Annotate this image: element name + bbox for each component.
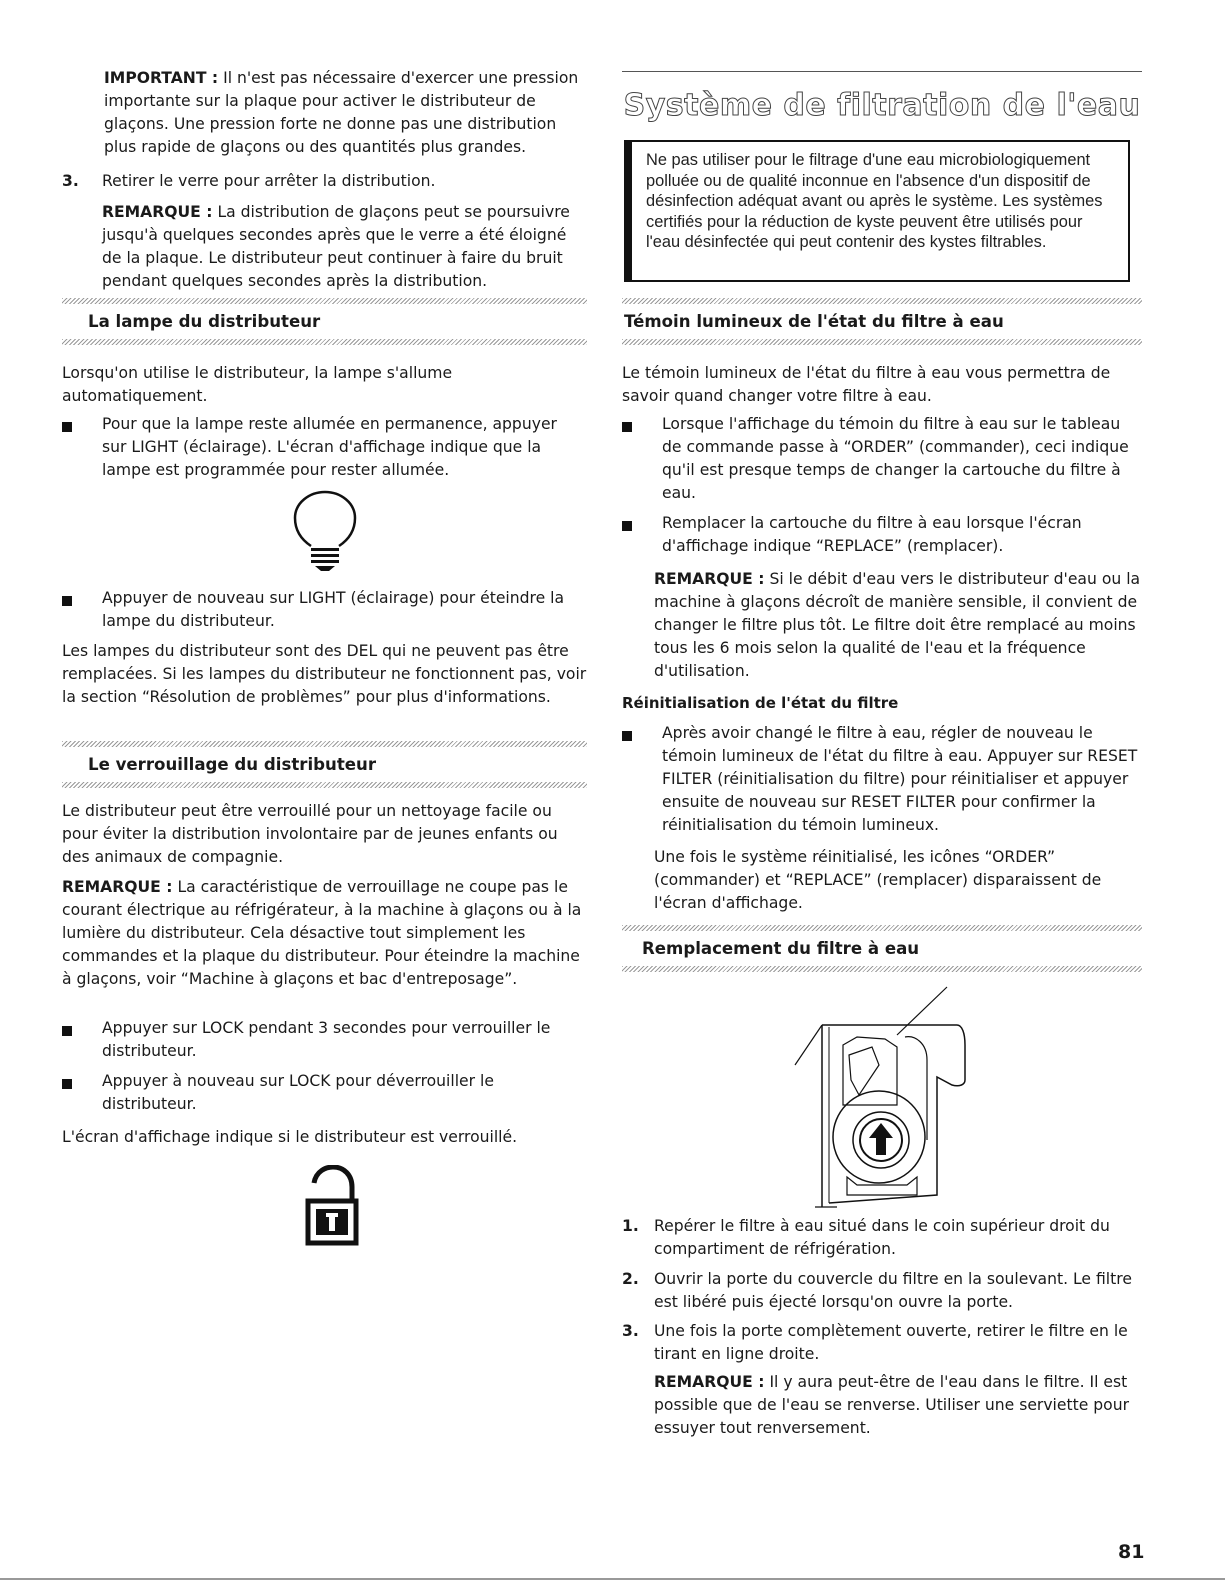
hatch-divider [62,782,587,788]
section-title: Système de filtration de l'eau [623,88,1141,123]
warning-box [624,140,1130,282]
hatch-divider [62,339,587,345]
bullet-icon [622,731,632,741]
page-number: 81 [1118,1541,1145,1563]
hatch-divider [622,966,1142,972]
status-intro: Le témoin lumineux de l'état du filtre à eau vous permettra de savoir quand changer votre filtre à eau. [622,364,1111,405]
reset-para: Une fois le système réinitialisé, les icônes “ORDER” (commander) et “REPLACE” (remplacer) disparaissent de l'écran d'affichage. [654,848,1102,912]
top-rule [622,71,1142,72]
bullet-icon [62,1026,72,1036]
warning-text: Ne pas utiliser pour le filtrage d'une eau microbiologiquement polluée ou de qualité inconnue en l'absence d'un dispositif de désinfection adéquat avant ou après le système. Les systèmes certifiés pour la réduction de kyste peuvent être utilisés pour l'eau désinfectée qui peut contenir des kystes filtrables. [646,151,1103,251]
bullet-icon [62,596,72,606]
unlock-icon [302,1165,362,1247]
bullet-icon [62,422,72,432]
section-replace-header [622,925,1142,972]
replace-note: REMARQUE : Il y aura peut-être de l'eau dans le filtre. Il est possible que de l'eau se renverse. Utiliser une serviette pour essuyer tout renversement. [654,1373,1130,1437]
section-lamp-header [62,298,587,345]
bullet-icon [62,1079,72,1089]
status-note: REMARQUE : Si le débit d'eau vers le distributeur d'eau ou la machine à glaçons décroît de manière sensible, il convient de changer le filtre plus tôt. Le filtre doit être remplacé au moins tous les 6 mois selon la qualité de l'eau et la fréquence d'utilisation. [654,570,1141,680]
bottom-rule [0,1578,1225,1580]
status-heading: Témoin lumineux de l'état du filtre à eau [624,312,1004,331]
replace-heading: Remplacement du filtre à eau [642,939,920,958]
lamp-intro: Lorsqu'on utilise le distributeur, la lampe s'allume automatiquement. [62,364,453,405]
lock-intro: Le distributeur peut être verrouillé pour un nettoyage facile ou pour éviter la distribution involontaire par de jeunes enfants ou des animaux de compagnie. [62,802,558,866]
bullet-icon [622,422,632,432]
lock-closing: L'écran d'affichage indique si le distributeur est verrouillé. [62,1128,518,1146]
section-status-header [622,298,1142,345]
hatch-divider [622,339,1142,345]
step-3-note: REMARQUE : La distribution de glaçons peut se poursuivre jusqu'à quelques secondes après que le verre a été éloigné de la plaque. Le distributeur peut continuer à faire du bruit pendant quelques secondes après la distribution. [102,203,570,290]
reset-heading: Réinitialisation de l'état du filtre [622,694,899,712]
section-lock-header [62,741,587,788]
lightbulb-icon [291,490,363,578]
bullet-icon [622,521,632,531]
lock-note: REMARQUE : La caractéristique de verrouillage ne coupe pas le courant électrique au réfrigérateur, à la machine à glaçons ou à la lumière du distributeur. Cela désactive tout simplement les commandes et la plaque du distributeur. Pour éteindre la machine à glaçons, voir “Machine à glaçons et bac d'entreposage”. [62,878,582,988]
important-note: IMPORTANT : Il n'est pas nécessaire d'exercer une pression importante sur la plaque pour activer le distributeur de glaçons. Une pression forte ne donne pas une distribution plus rapide de glaçons ou des quantités plus grandes. [104,69,579,156]
lamp-para: Les lampes du distributeur sont des DEL qui ne peuvent pas être remplacées. Si les lampes du distributeur ne fonctionnent pas, voir la section “Résolution de problèmes” pour plus d'informations. [62,642,587,706]
lock-heading: Le verrouillage du distributeur [88,755,377,774]
filter-illustration [787,985,987,1210]
lamp-heading: La lampe du distributeur [88,312,321,331]
